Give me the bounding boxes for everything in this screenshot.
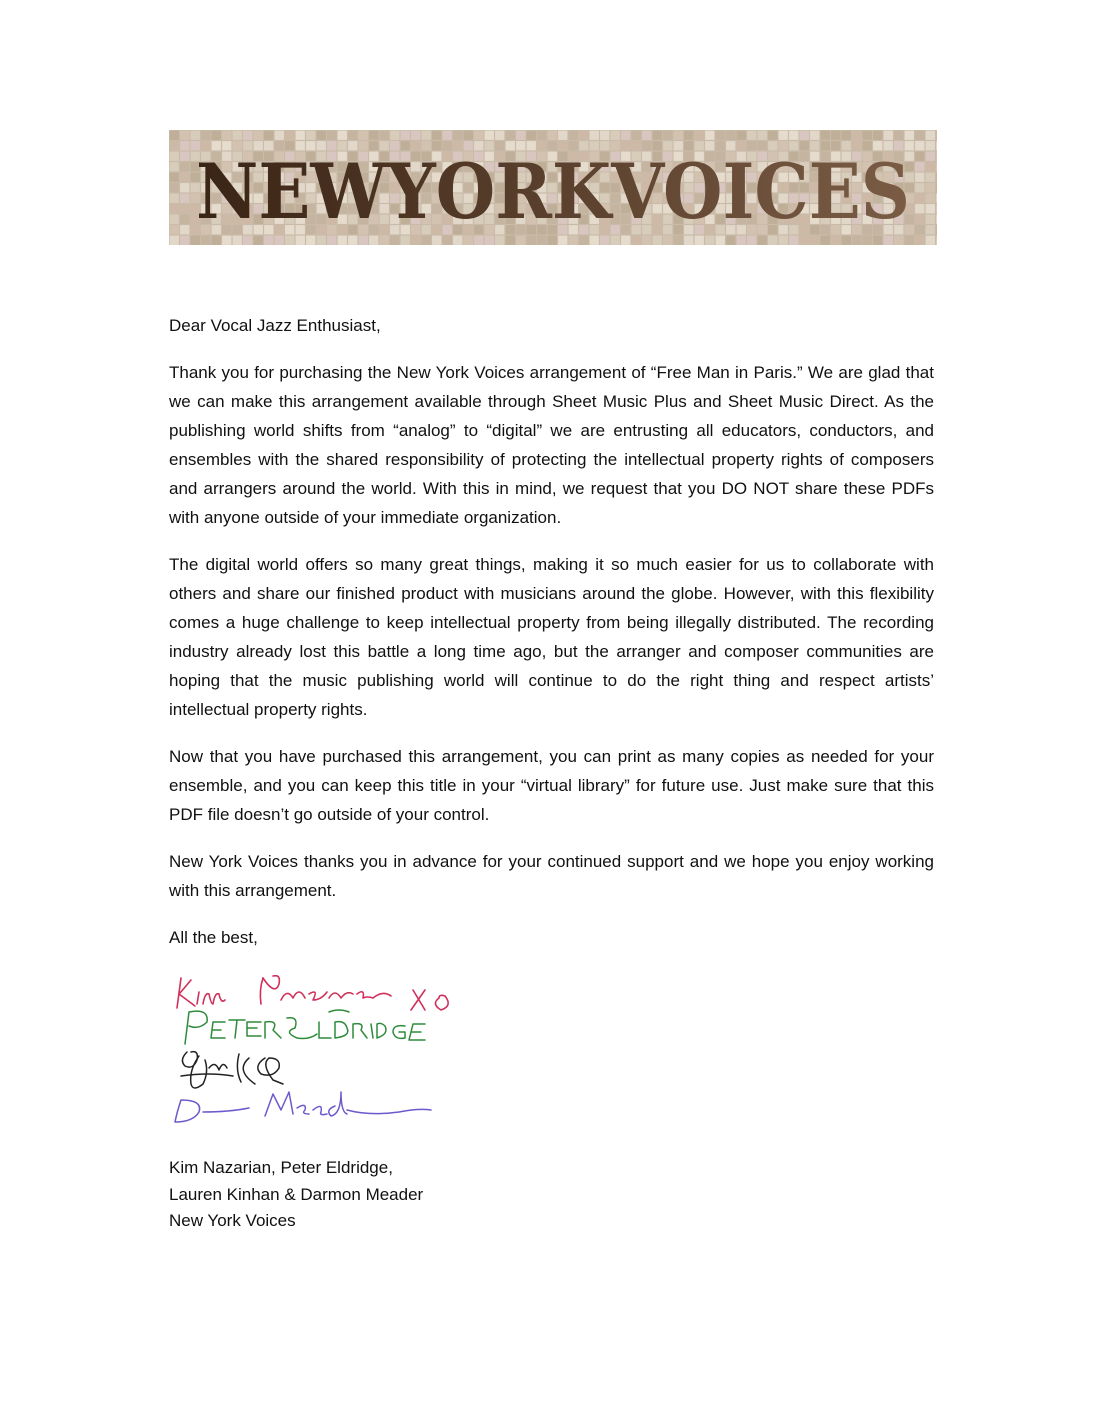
mosaic-tile: [926, 162, 935, 171]
mosaic-tile: [170, 225, 179, 234]
mosaic-tile: [170, 173, 179, 182]
mosaic-tile: [453, 236, 462, 245]
mosaic-tile: [201, 131, 210, 140]
mosaic-tile: [317, 131, 326, 140]
mosaic-tile: [212, 131, 221, 140]
mosaic-tile: [884, 131, 893, 140]
mosaic-tile: [170, 215, 179, 224]
mosaic-tile: [758, 131, 767, 140]
mosaic-tile: [905, 236, 914, 245]
mosaic-tile: [254, 236, 263, 245]
mosaic-tile: [915, 131, 924, 140]
mosaic-tile: [306, 131, 315, 140]
mosaic-tile: [233, 236, 242, 245]
group-name: New York Voices: [169, 1211, 296, 1230]
mosaic-tile: [180, 152, 189, 161]
mosaic-tile: [212, 236, 221, 245]
mosaic-tile: [936, 162, 937, 171]
mosaic-tile: [369, 236, 378, 245]
signature-kim-nazarian: [177, 976, 448, 1010]
paragraph-digital-world: The digital world offers so many great things, making it so much easier for us to collaborate with others and share our finished product with musicians around the globe. However, with this flexibility comes a huge challenge to keep intellectual property from being illegally distributed. The recording industry already lost this battle a long time ago, but the arranger and composer communities are hoping that the music publishing world will continue to do the right thing and respect artists’ intellectual property rights.: [169, 555, 934, 719]
mosaic-tile: [527, 131, 536, 140]
mosaic-tile: [936, 194, 937, 203]
mosaic-tile: [296, 236, 305, 245]
mosaic-tile: [537, 131, 546, 140]
mosaic-tile: [180, 204, 189, 213]
mosaic-tile: [842, 131, 851, 140]
mosaic-tile: [821, 236, 830, 245]
mosaic-tile: [327, 236, 336, 245]
mosaic-tile: [275, 236, 284, 245]
mosaic-tile: [180, 215, 189, 224]
mosaic-tile: [779, 131, 788, 140]
mosaic-tile: [170, 194, 179, 203]
mosaic-tile: [926, 131, 935, 140]
mosaic-tile: [653, 236, 662, 245]
mosaic-tile: [453, 131, 462, 140]
mosaic-tile: [516, 131, 525, 140]
signer-names-line-1: Kim Nazarian, Peter Eldridge,: [169, 1158, 393, 1177]
mosaic-tile: [348, 236, 357, 245]
mosaic-tile: [716, 236, 725, 245]
mosaic-tile: [926, 194, 935, 203]
mosaic-tile: [474, 236, 483, 245]
mosaic-tile: [380, 131, 389, 140]
mosaic-tile: [936, 215, 937, 224]
mosaic-tile: [747, 236, 756, 245]
mosaic-tile: [296, 131, 305, 140]
mosaic-tile: [768, 131, 777, 140]
mosaic-tile: [243, 236, 252, 245]
mosaic-tile: [915, 162, 924, 171]
mosaic-tile: [401, 236, 410, 245]
mosaic-tile: [926, 173, 935, 182]
mosaic-tile: [348, 131, 357, 140]
mosaic-tile: [569, 131, 578, 140]
mosaic-tile: [201, 236, 210, 245]
mosaic-tile: [590, 236, 599, 245]
mosaic-tile: [590, 131, 599, 140]
mosaic-tile: [327, 131, 336, 140]
mosaic-tile: [422, 131, 431, 140]
signer-names-line-2: Lauren Kinhan & Darmon Meader: [169, 1184, 424, 1204]
mosaic-tile: [863, 236, 872, 245]
mosaic-tile: [191, 131, 200, 140]
mosaic-tile: [810, 236, 819, 245]
mosaic-tile: [180, 131, 189, 140]
mosaic-tile: [275, 131, 284, 140]
mosaic-tile: [926, 152, 935, 161]
mosaic-tile: [936, 225, 937, 234]
mosaic-tile: [758, 236, 767, 245]
mosaic-tile: [747, 131, 756, 140]
logo-wordmark: NEWYORKVOICES: [196, 147, 910, 236]
mosaic-tile: [915, 215, 924, 224]
mosaic-tile: [180, 225, 189, 234]
mosaic-tile: [443, 236, 452, 245]
mosaic-tile: [915, 194, 924, 203]
mosaic-tile: [579, 236, 588, 245]
mosaic-tile: [915, 152, 924, 161]
mosaic-tile: [915, 204, 924, 213]
mosaic-tile: [842, 236, 851, 245]
mosaic-tile: [821, 131, 830, 140]
mosaic-tile: [338, 236, 347, 245]
mosaic-tile: [726, 131, 735, 140]
mosaic-tile: [390, 131, 399, 140]
mosaic-tile: [789, 236, 798, 245]
mosaic-tile: [936, 131, 937, 140]
mosaic-tile: [180, 162, 189, 171]
mosaic-tile: [233, 131, 242, 140]
mosaic-tile: [485, 236, 494, 245]
mosaic-tile: [926, 204, 935, 213]
mosaic-tile: [600, 131, 609, 140]
mosaic-tile: [285, 131, 294, 140]
mosaic-tile: [527, 236, 536, 245]
mosaic-tile: [936, 183, 937, 192]
paragraph-printing: Now that you have purchased this arrangement, you can print as many copies as needed for your ensemble, and you can keep this title in your “virtual library” for future use. Just make sure that this PDF file doesn’t go outside of your control.: [169, 747, 934, 824]
mosaic-tile: [264, 236, 273, 245]
mosaic-tile: [810, 131, 819, 140]
mosaic-tile: [936, 173, 937, 182]
mosaic-tile: [800, 131, 809, 140]
mosaic-tile: [684, 236, 693, 245]
mosaic-tile: [926, 141, 935, 150]
mosaic-tile: [663, 131, 672, 140]
mosaic-tile: [905, 131, 914, 140]
mosaic-tile: [926, 225, 935, 234]
mosaic-tile: [170, 204, 179, 213]
mosaic-tile: [915, 183, 924, 192]
mosaic-tile: [380, 236, 389, 245]
mosaic-tile: [642, 131, 651, 140]
mosaic-tile: [390, 236, 399, 245]
mosaic-tile: [495, 236, 504, 245]
signature-darmon-meader: [175, 1092, 431, 1122]
mosaic-tile: [695, 131, 704, 140]
mosaic-tile: [180, 141, 189, 150]
mosaic-tile: [894, 131, 903, 140]
mosaic-tile: [926, 183, 935, 192]
mosaic-tile: [852, 131, 861, 140]
mosaic-tile: [306, 236, 315, 245]
mosaic-tile: [716, 131, 725, 140]
mosaic-tile: [464, 236, 473, 245]
mosaic-tile: [936, 204, 937, 213]
mosaic-tile: [464, 131, 473, 140]
sign-off: All the best,: [169, 928, 258, 947]
signature-lauren-kinhan: [181, 1052, 283, 1088]
mosaic-tile: [516, 236, 525, 245]
mosaic-tile: [170, 131, 179, 140]
mosaic-tile: [884, 236, 893, 245]
mosaic-tile: [632, 236, 641, 245]
mosaic-tile: [915, 141, 924, 150]
mosaic-tile: [674, 236, 683, 245]
mosaic-tile: [873, 131, 882, 140]
mosaic-tile: [926, 236, 935, 245]
mosaic-tile: [411, 236, 420, 245]
mosaic-tile: [180, 183, 189, 192]
mosaic-tile: [600, 236, 609, 245]
mosaic-tile: [369, 131, 378, 140]
mosaic-tile: [863, 131, 872, 140]
mosaic-tile: [611, 131, 620, 140]
letter-body: [169, 311, 934, 970]
mosaic-tile: [569, 236, 578, 245]
mosaic-tile: [485, 131, 494, 140]
mosaic-tile: [170, 152, 179, 161]
mosaic-tile: [359, 131, 368, 140]
mosaic-tile: [537, 236, 546, 245]
mosaic-tile: [621, 131, 630, 140]
mosaic-tile: [170, 236, 179, 245]
salutation: Dear Vocal Jazz Enthusiast,: [169, 316, 381, 335]
handwritten-signatures: [169, 960, 469, 1130]
mosaic-tile: [800, 236, 809, 245]
mosaic-tile: [726, 236, 735, 245]
mosaic-tile: [548, 236, 557, 245]
mosaic-tile: [695, 236, 704, 245]
mosaic-tile: [180, 236, 189, 245]
mosaic-tile: [926, 215, 935, 224]
mosaic-tile: [642, 236, 651, 245]
mosaic-tile: [432, 131, 441, 140]
mosaic-tile: [180, 173, 189, 182]
mosaic-tile: [653, 131, 662, 140]
mosaic-tile: [254, 131, 263, 140]
paragraph-thanks: New York Voices thanks you in advance for your continued support and we hope you enjoy working with this arrangement.: [169, 852, 934, 900]
mosaic-tile: [621, 236, 630, 245]
mosaic-tile: [936, 141, 937, 150]
mosaic-tile: [915, 225, 924, 234]
mosaic-tile: [170, 162, 179, 171]
mosaic-tile: [737, 131, 746, 140]
mosaic-tile: [411, 131, 420, 140]
mosaic-tile: [474, 131, 483, 140]
mosaic-tile: [443, 131, 452, 140]
mosaic-tile: [779, 236, 788, 245]
paragraph-purchase-thanks: Thank you for purchasing the New York Voices arrangement of “Free Man in Paris.” We are glad that we can make this arrangement available through Sheet Music Plus and Sheet Music Direct. As the publishing world shifts from “analog” to “digital” we are entrusting all educators, conductors, and ensembles with the shared responsibility of protecting the intellectual property rights of composers and arrangers around the world. With this in mind, we request that you DO NOT share these PDFs with anyone outside of your immediate organization.: [169, 363, 934, 527]
mosaic-tile: [432, 236, 441, 245]
mosaic-tile: [873, 236, 882, 245]
mosaic-tile: [915, 236, 924, 245]
mosaic-tile: [611, 236, 620, 245]
mosaic-tile: [338, 131, 347, 140]
mosaic-tile: [632, 131, 641, 140]
mosaic-tile: [674, 131, 683, 140]
mosaic-tile: [831, 236, 840, 245]
mosaic-tile: [180, 194, 189, 203]
mosaic-tile: [222, 131, 231, 140]
mosaic-tile: [495, 131, 504, 140]
mosaic-tile: [936, 236, 937, 245]
mosaic-tile: [506, 236, 515, 245]
mosaic-tile: [915, 173, 924, 182]
mosaic-tile: [789, 131, 798, 140]
mosaic-tile: [422, 236, 431, 245]
mosaic-tile: [317, 236, 326, 245]
mosaic-tile: [359, 236, 368, 245]
mosaic-tile: [191, 236, 200, 245]
mosaic-tile: [768, 236, 777, 245]
mosaic-tile: [264, 131, 273, 140]
mosaic-tile: [684, 131, 693, 140]
mosaic-tile: [936, 152, 937, 161]
closing-signature-block: [169, 1155, 423, 1235]
mosaic-tile: [894, 236, 903, 245]
mosaic-tile: [558, 236, 567, 245]
mosaic-tile: [548, 131, 557, 140]
mosaic-tile: [705, 131, 714, 140]
mosaic-tile: [579, 131, 588, 140]
signature-peter-eldridge: [185, 1010, 425, 1044]
mosaic-tile: [285, 236, 294, 245]
mosaic-tile: [170, 183, 179, 192]
mosaic-tile: [222, 236, 231, 245]
mosaic-tile: [852, 236, 861, 245]
mosaic-tile: [705, 236, 714, 245]
new-york-voices-logo-banner: [169, 130, 937, 245]
mosaic-tile: [558, 131, 567, 140]
mosaic-tile: [663, 236, 672, 245]
mosaic-tile: [506, 131, 515, 140]
mosaic-tile: [831, 131, 840, 140]
mosaic-tile: [243, 131, 252, 140]
mosaic-tile: [170, 141, 179, 150]
mosaic-tile: [401, 131, 410, 140]
mosaic-tile: [737, 236, 746, 245]
